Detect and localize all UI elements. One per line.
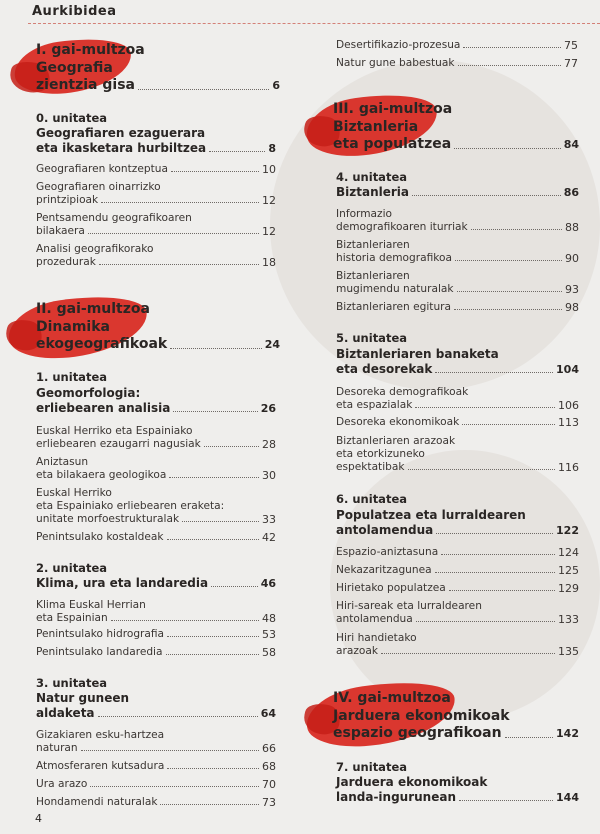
unit-title: Natur guneen aldaketa 64 — [36, 691, 276, 720]
section-label: III. gai-multzoa — [333, 101, 453, 117]
section-label: II. gai-multzoa — [36, 301, 150, 317]
section-title: Jarduera ekonomikoak espazio geografikoan 142 — [333, 708, 579, 741]
toc-entry[interactable]: Biztanleriaren historia demografikoa 90 — [336, 239, 579, 265]
unit-title: Jarduera ekonomikoak landa-ingurunean 144 — [336, 775, 579, 804]
toc-entry[interactable]: Espazio-aniztasuna 124 — [336, 546, 579, 559]
unit-number: 5. unitatea — [336, 331, 408, 345]
toc-entry[interactable]: Gizakiaren esku-hartzea naturan 66 — [36, 729, 276, 755]
header — [0, 0, 600, 30]
page-title: Aurkibidea — [32, 4, 117, 19]
toc-entry[interactable]: Hiri handietako arazoak 135 — [336, 632, 579, 658]
section-title: Biztanleria eta populatzea 84 — [333, 119, 579, 152]
toc-entry[interactable]: Hondamendi naturalak 73 — [36, 796, 276, 809]
toc-entry[interactable]: Informazio demografikoaren iturriak 88 — [336, 208, 579, 234]
unit-number: 0. unitatea — [36, 111, 108, 125]
toc-entry[interactable]: Desoreka demografikoak eta espazialak 106 — [336, 386, 579, 412]
toc-entry[interactable]: Hiri-sareak eta lurraldearen antolamendua 133 — [336, 600, 579, 626]
header-rule — [28, 23, 600, 24]
unit-number: 1. unitatea — [36, 370, 108, 384]
toc-entry[interactable]: Klima Euskal Herrian eta Espainian 48 — [36, 599, 276, 625]
toc-entry[interactable]: Ura arazo 70 — [36, 778, 276, 791]
section-label: IV. gai-multzoa — [333, 690, 451, 706]
toc-entry[interactable]: Atmosferaren kutsadura 68 — [36, 760, 276, 773]
toc-entry[interactable]: Geografiaren oinarrizko printzipioak 12 — [36, 181, 276, 207]
toc-entry[interactable]: Geografiaren kontzeptua 10 — [36, 163, 276, 176]
section-title: Dinamika ekogeografikoak 24 — [36, 319, 280, 352]
toc-entry[interactable]: Desoreka ekonomikoak 113 — [336, 416, 579, 429]
toc-entry[interactable]: Hirietako populatzea 129 — [336, 582, 579, 595]
toc-entry[interactable]: Aniztasun eta bilakaera geologikoa 30 — [36, 456, 276, 482]
unit-title: Geografiaren ezaguerara eta ikasketara hurbiltzea 8 — [36, 126, 276, 155]
section-title: Geografia zientzia gisa 6 — [36, 60, 280, 93]
unit-number: 7. unitatea — [336, 760, 408, 774]
toc-entry[interactable]: Biztanleriaren mugimendu naturalak 93 — [336, 270, 579, 296]
toc-entry[interactable]: Analisi geografikorako prozedurak 18 — [36, 243, 276, 269]
page-number: 4 — [35, 812, 42, 825]
toc-entry[interactable]: Biztanleriaren arazoak eta etorkizuneko espektatibak 116 — [336, 435, 579, 474]
unit-number: 2. unitatea — [36, 561, 108, 575]
toc-entry[interactable]: Nekazaritzagunea 125 — [336, 564, 579, 577]
unit-title: Biztanleria 86 — [336, 185, 579, 199]
unit-title: Klima, ura eta landaredia 46 — [36, 576, 276, 590]
unit-title: Biztanleriaren banaketa eta desorekak 104 — [336, 347, 579, 376]
unit-title: Populatzea eta lurraldearen antolamendua 122 — [336, 508, 579, 537]
toc-entry[interactable]: Penintsulako kostaldeak 42 — [36, 531, 276, 544]
toc-entry[interactable]: Penintsulako hidrografia 53 — [36, 628, 276, 641]
toc-entry[interactable]: Biztanleriaren egitura 98 — [336, 301, 579, 314]
unit-title: Geomorfologia: erliebearen analisia 26 — [36, 386, 276, 415]
toc-entry[interactable]: Natur gune babestuak 77 — [336, 57, 578, 70]
toc-entry[interactable]: Euskal Herriko eta Espainiako erliebearen eraketa: unitate morfoestrukturalak 33 — [36, 487, 276, 526]
toc-entry[interactable]: Desertifikazio-prozesua 75 — [336, 39, 578, 52]
toc-entry[interactable]: Penintsulako landaredia 58 — [36, 646, 276, 659]
toc-entry[interactable]: Euskal Herriko eta Espainiako erliebearen ezaugarri nagusiak 28 — [36, 425, 276, 451]
unit-number: 4. unitatea — [336, 170, 408, 184]
unit-number: 3. unitatea — [36, 676, 108, 690]
section-label: I. gai-multzoa — [36, 42, 145, 58]
unit-number: 6. unitatea — [336, 492, 408, 506]
toc-entry[interactable]: Pentsamendu geografikoaren bilakaera 12 — [36, 212, 276, 238]
